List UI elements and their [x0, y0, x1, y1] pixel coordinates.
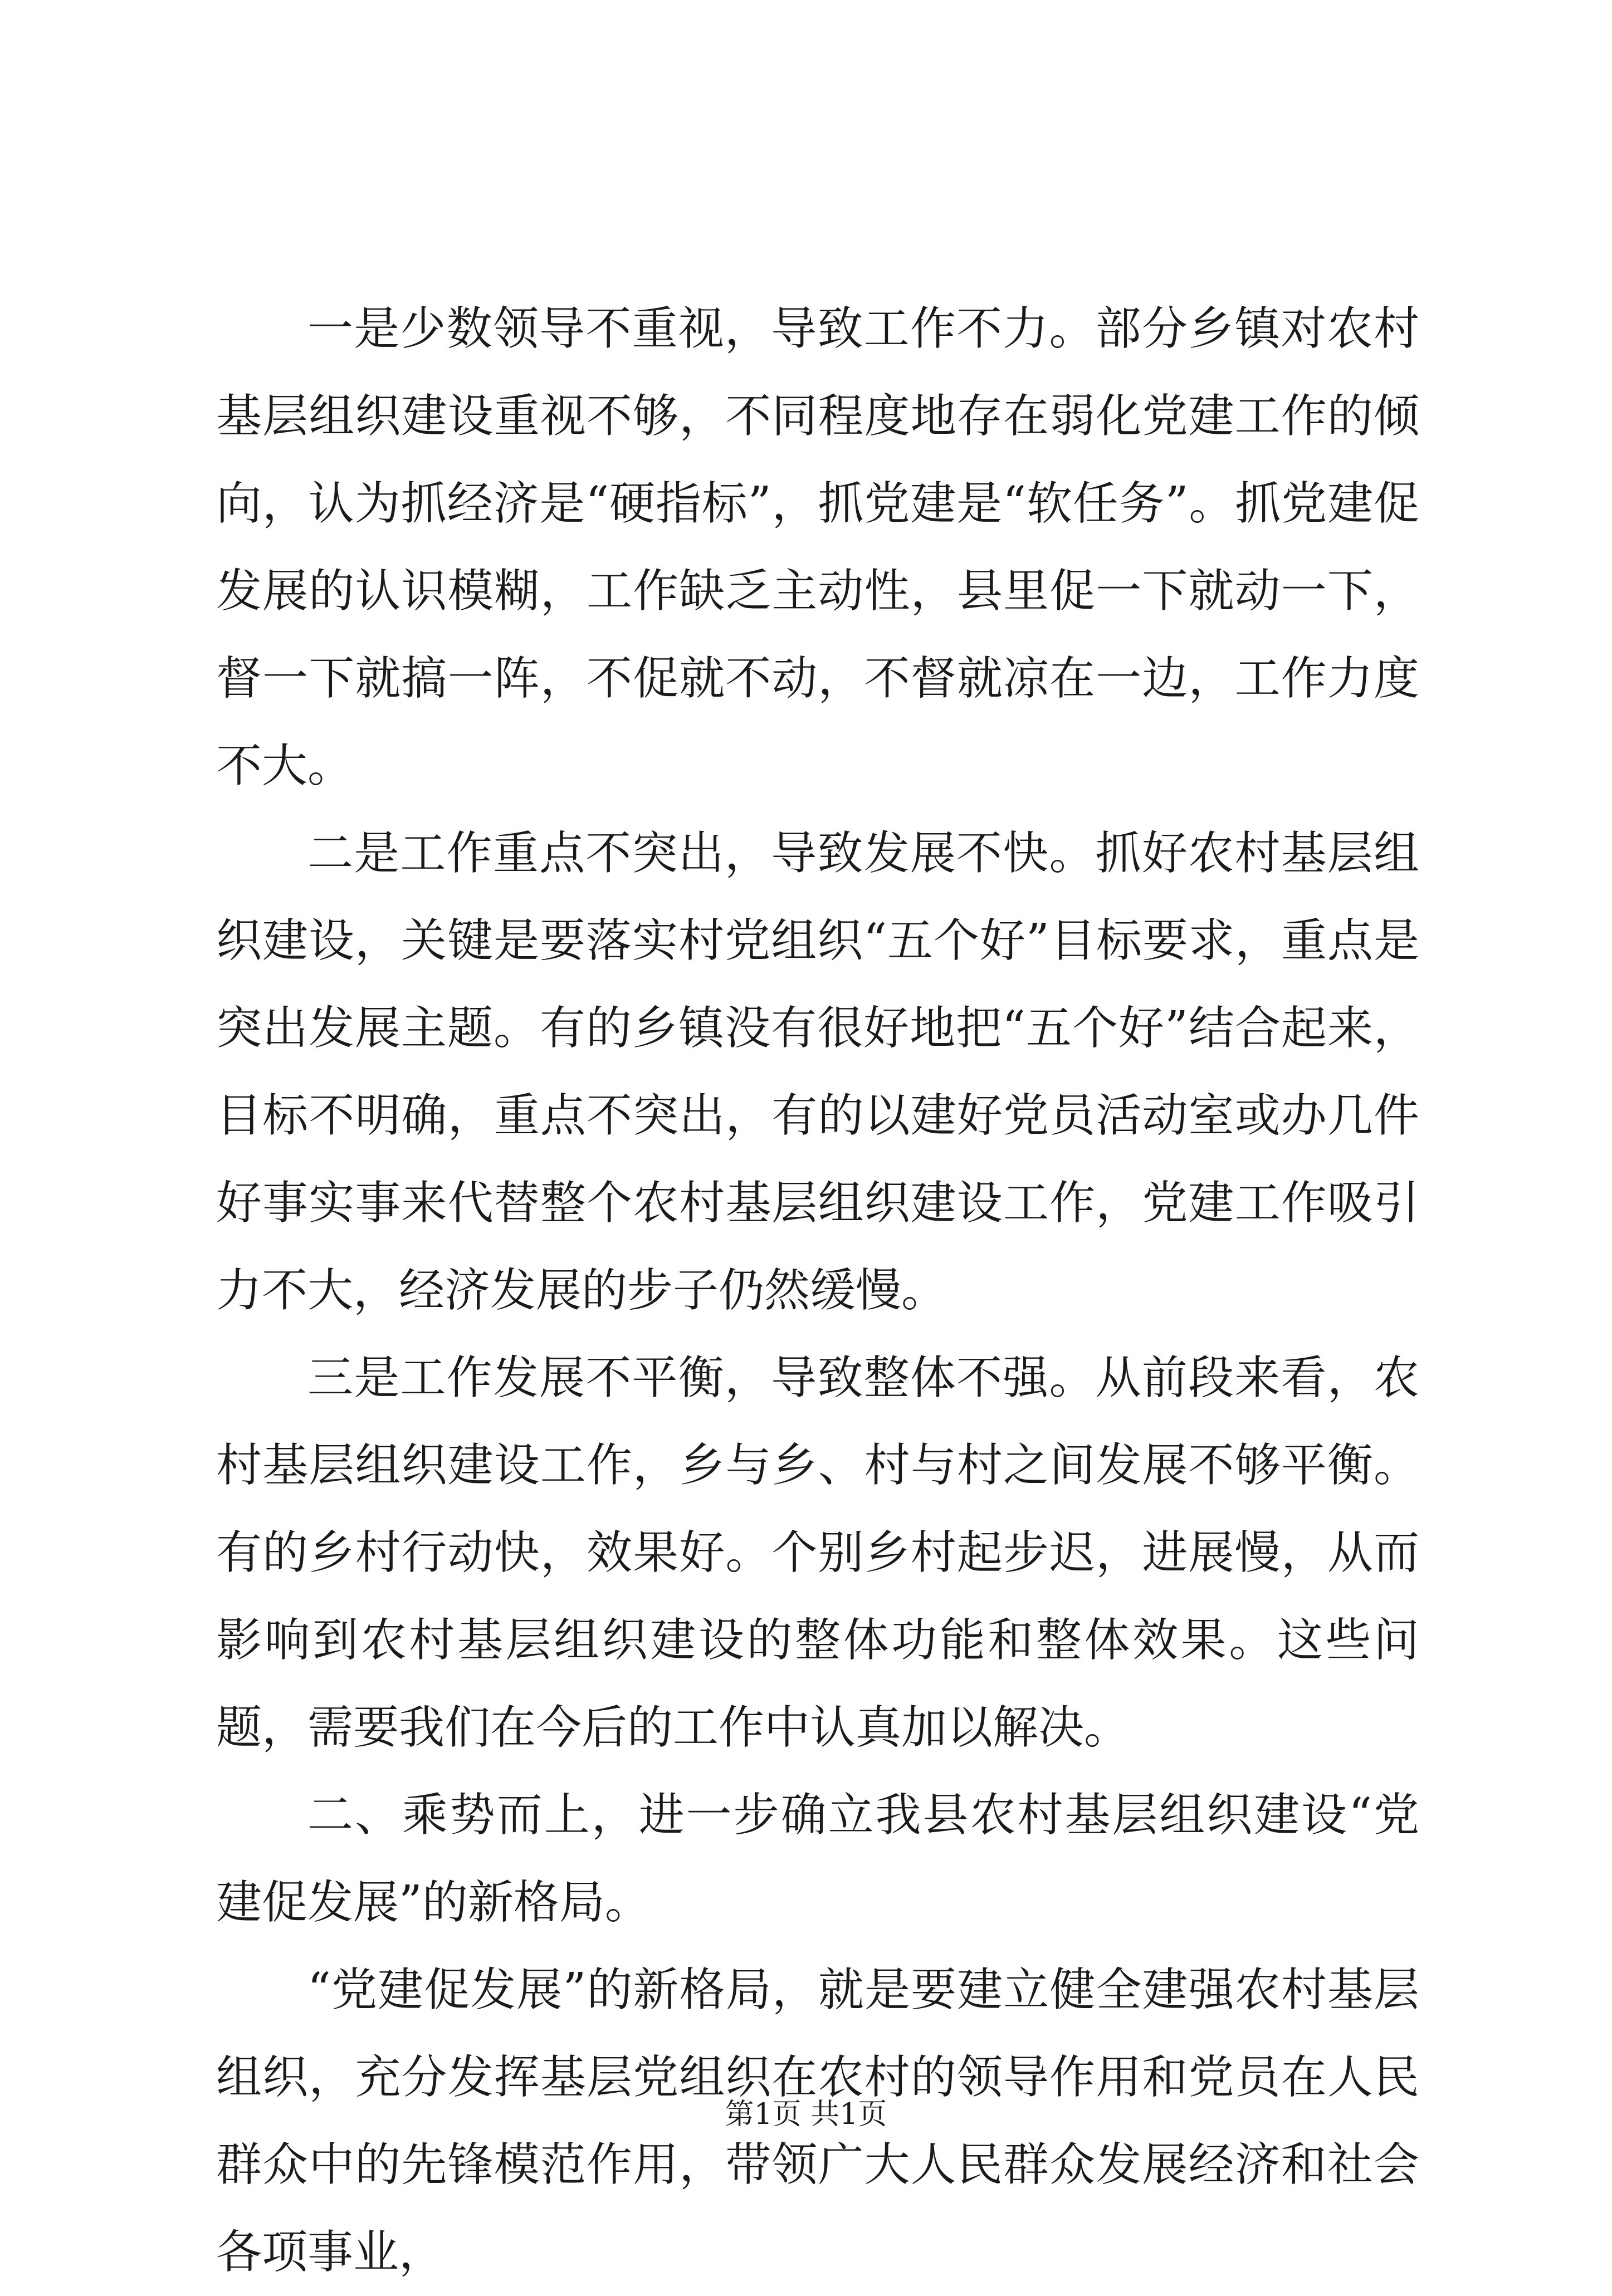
- paragraph-4: “党建促发展”的新格局，就是要建立健全建强农村基层组织，充分发挥基层党组织在农村的领导作用和党员在人民群众中的先锋模范作用，带领广大人民群众发展经济和社会各项事业，: [216, 1964, 1419, 2279]
- paragraph-3: 三是工作发展不平衡，导致整体不强。从前段来看，农村基层组织建设工作，乡与乡、村与村之间发展不够平衡。有的乡村行动快，效果好。个别乡村起步迟，进展慢，从而影响到农村基层组织建设的整体功能和整体效果。这些问题，需要我们在今后的工作中认真加以解决。: [216, 1352, 1419, 1754]
- paragraph-2: 二是工作重点不突出，导致发展不快。抓好农村基层组织建设，关键是要落实村党组织“五个好”目标要求，重点是突出发展主题。有的乡镇没有很好地把“五个好”结合起来，目标不明确，重点不突出，有的以建好党员活动室或办几件好事实事来代替整个农村基层组织建设工作，党建工作吸引力不大，经济发展的步子仍然缓慢。: [216, 827, 1419, 1317]
- page-footer: 第1页 共1页: [725, 2098, 887, 2131]
- paragraph-1: 一是少数领导不重视，导致工作不力。部分乡镇对农村基层组织建设重视不够，不同程度地存在弱化党建工作的倾向，认为抓经济是“硬指标”，抓党建是“软任务”。抓党建促发展的认识模糊，工作缺乏主动性，县里促一下就动一下，督一下就搞一阵，不促就不动，不督就凉在一边，工作力度不大。: [216, 302, 1419, 792]
- document-body: [216, 285, 1419, 2296]
- section-heading: 二、乘势而上，进一步确立我县农村基层组织建设“党建促发展”的新格局。: [216, 1789, 1419, 1929]
